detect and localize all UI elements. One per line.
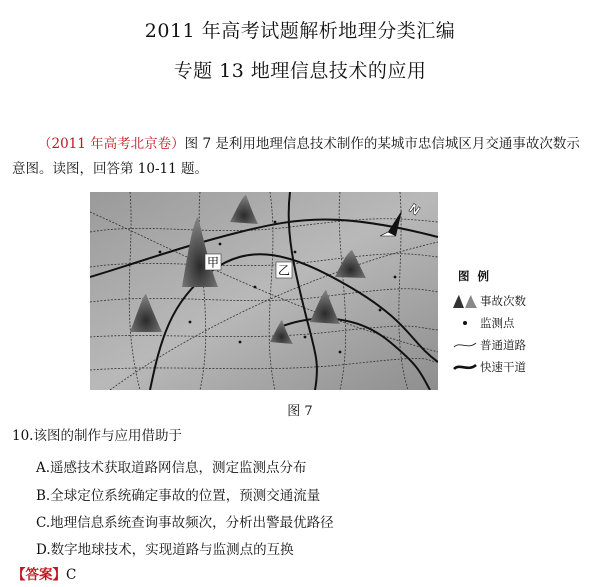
question-source: （2011 年高考北京卷）	[38, 136, 185, 152]
intro-paragraph	[12, 132, 592, 182]
map-legend	[450, 268, 590, 378]
option-a: A.遥感技术获取道路网信息，测定监测点分布	[36, 460, 307, 476]
legend-item-accidents	[450, 290, 590, 312]
legend-label-expressway: 快速干道	[480, 360, 526, 374]
answer-line	[12, 563, 76, 583]
option-b: B.全球定位系统确定事故的位置，预测交通流量	[36, 488, 321, 504]
point-jia-label: 甲	[206, 255, 220, 270]
thick-road-icon	[450, 359, 480, 375]
intro-text: 图 7 是利用地理信息技术制作的某城市忠信城区月交通事故次数示意图。读图，回答第 10-11 题。	[12, 136, 580, 177]
north-label: N	[406, 200, 423, 219]
accident-map-figure	[90, 192, 438, 390]
answer-value: C	[66, 567, 77, 583]
legend-item-road	[450, 334, 590, 356]
option-c: C.地理信息系统查询事故频次，分析出警最优路径	[36, 515, 334, 531]
legend-item-expressway	[450, 356, 590, 378]
legend-label-accidents: 事故次数	[480, 294, 526, 308]
thin-road-icon	[450, 337, 480, 353]
document-title: 2011 年高考试题解析地理分类汇编	[144, 20, 456, 42]
option-d: D.数字地球技术，实现道路与监测点的互换	[36, 542, 294, 558]
document-subtitle: 专题 13 地理信息技术的应用	[173, 60, 427, 82]
legend-item-monitor	[450, 312, 590, 334]
legend-label-road: 普通道路	[480, 338, 526, 352]
point-yi-label: 乙	[277, 263, 291, 278]
legend-label-monitor: 监测点	[480, 316, 515, 330]
figure-caption: 图 7	[287, 404, 313, 419]
dot-icon	[450, 315, 480, 331]
peak-icon	[450, 293, 480, 309]
legend-title: 图例	[458, 269, 497, 283]
question-stem: 10.该图的制作与应用借助于	[12, 428, 182, 444]
answer-label: 【答案】	[12, 567, 66, 583]
